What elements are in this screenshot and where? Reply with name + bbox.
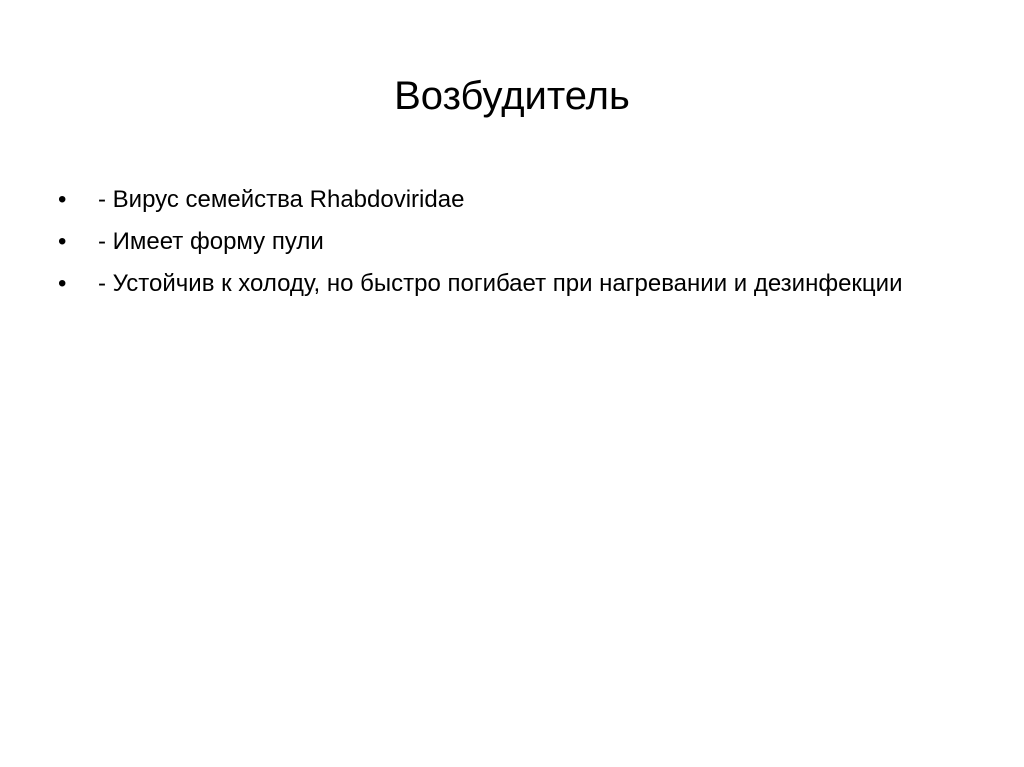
bullet-item <box>58 267 918 301</box>
bullet-dot-icon: • <box>58 228 67 255</box>
bullet-item <box>58 225 918 259</box>
bullet-dot-icon: • <box>58 186 67 213</box>
bullet-text: - Вирус семейства Rhabdoviridae <box>98 186 465 213</box>
bullet-item <box>58 183 918 217</box>
slide-title: Возбудитель <box>394 74 630 118</box>
bullet-dot-icon: • <box>58 270 67 297</box>
bullet-text: - Устойчив к холоду, но быстро погибает при нагревании и дезинфекции <box>98 270 903 297</box>
bullet-list <box>58 183 918 309</box>
bullet-text: - Имеет форму пули <box>98 228 324 255</box>
